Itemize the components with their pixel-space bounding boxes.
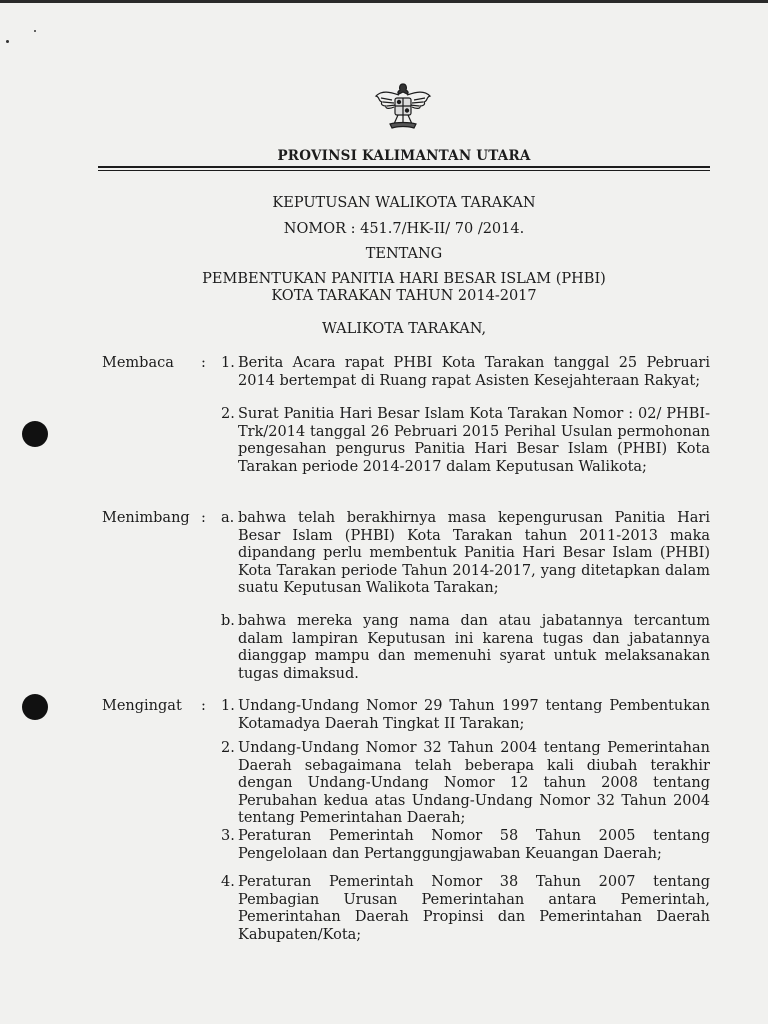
scan-speck xyxy=(6,40,9,43)
header-rule-thin xyxy=(98,170,710,171)
decree-subject-line1: PEMBENTUKAN PANITIA HARI BESAR ISLAM (PHBI) xyxy=(202,271,606,287)
scan-speck xyxy=(34,30,36,32)
mengingat-item: Undang-Undang Nomor 32 Tahun 2004 tentang Pemerintahan Daerah sebagaimana telah beberapa kali diubah terakhir dengan Undang-Undang Nomor 12 tahun 2008 tentang Perubahan kedua atas Undang-Undang Nomor 32 Tahun 2004 tentang Pemerintahan Daerah; xyxy=(238,740,710,826)
garuda-emblem-icon xyxy=(372,78,434,136)
item-number: 1. xyxy=(221,698,235,714)
mengingat-item: Peraturan Pemerintah Nomor 38 Tahun 2007 tentang Pembagian Urusan Pemerintahan antara Pemerintah, Pemerintahan Daerah Propinsi dan Pemerintahan Daerah Kabupaten/Kota; xyxy=(238,874,710,943)
header-rule xyxy=(98,166,710,168)
item-letter: b. xyxy=(221,613,235,629)
mengingat-item: Peraturan Pemerintah Nomor 58 Tahun 2005 tentang Pengelolaan dan Pertanggungjawaban Keuangan Daerah; xyxy=(238,828,710,862)
decree-issuer: WALIKOTA TARAKAN, xyxy=(321,321,487,337)
mengingat-item: Undang-Undang Nomor 29 Tahun 1997 tentang Pembentukan Kotamadya Daerah Tingkat II Tarakan; xyxy=(238,698,710,732)
section-label-menimbang: Menimbang xyxy=(102,510,190,526)
punch-hole xyxy=(22,694,48,720)
item-number: 2. xyxy=(221,406,235,422)
decree-about: TENTANG xyxy=(365,246,443,262)
decree-number: NOMOR : 451.7/HK-II/ 70 /2014. xyxy=(283,221,525,237)
province-title: PROVINSI KALIMANTAN UTARA xyxy=(277,148,531,164)
menimbang-item: bahwa telah berakhirnya masa kepengurusan Panitia Hari Besar Islam (PHBI) Kota Tarakan tahun 2011-2013 maka dipandang perlu membentuk Panitia Hari Besar Islam (PHBI) Kota Tarakan periode Tahun 2014-2017, yang ditetapkan dalam suatu Keputusan Walikota Tarakan; xyxy=(238,510,710,596)
membaca-item: Berita Acara rapat PHBI Kota Tarakan tanggal 25 Pebruari 2014 bertempat di Ruang rapat Asisten Kesejahteraan Rakyat; xyxy=(238,355,710,389)
decree-subject-line2: KOTA TARAKAN TAHUN 2014-2017 xyxy=(271,288,537,304)
item-letter: a. xyxy=(221,510,235,526)
punch-hole xyxy=(22,421,48,447)
item-number: 1. xyxy=(221,355,235,371)
membaca-item: Surat Panitia Hari Besar Islam Kota Tarakan Nomor : 02/ PHBI-Trk/2014 tanggal 26 Pebruari 2015 Perihal Usulan permohonan pengesahan pengurus Panitia Hari Besar Islam (PHBI) Kota Tarakan periode 2014-2017 dalam Keputusan Walikota; xyxy=(238,406,710,475)
section-label-membaca: Membaca xyxy=(102,355,174,371)
section-colon: : xyxy=(201,510,206,526)
decree-title: KEPUTUSAN WALIKOTA TARAKAN xyxy=(272,195,536,211)
section-colon: : xyxy=(201,698,206,714)
item-number: 2. xyxy=(221,740,235,756)
scan-top-edge xyxy=(0,0,768,3)
item-number: 4. xyxy=(221,874,235,890)
section-label-mengingat: Mengingat xyxy=(102,698,182,714)
menimbang-item: bahwa mereka yang nama dan atau jabatannya tercantum dalam lampiran Keputusan ini karena tugas dan jabatannya dianggap mampu dan memenuhi syarat untuk melaksanakan tugas dimaksud. xyxy=(238,613,710,682)
item-number: 3. xyxy=(221,828,235,844)
section-colon: : xyxy=(201,355,206,371)
